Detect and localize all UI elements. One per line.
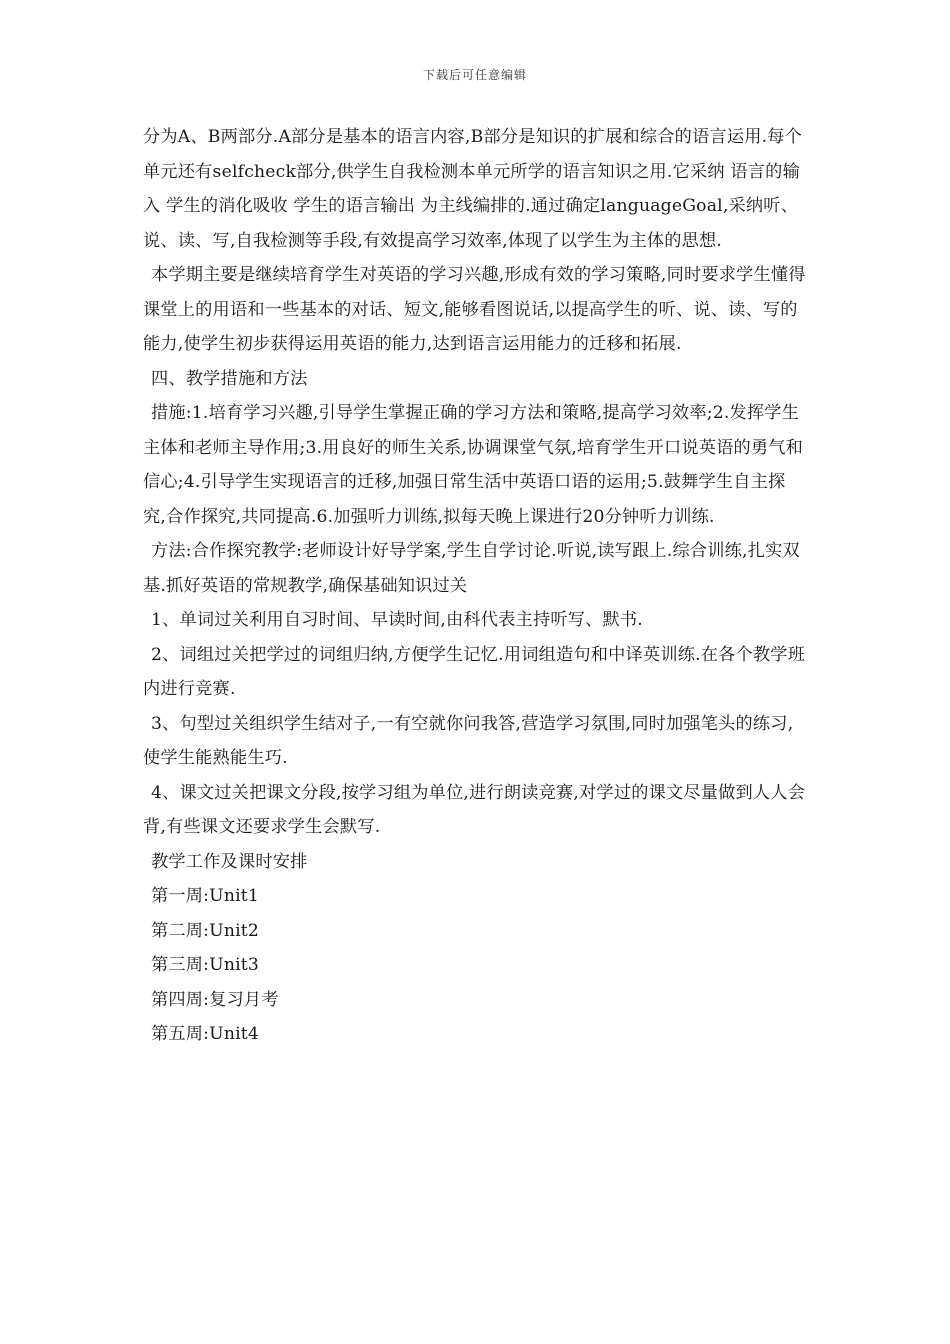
schedule-week-1: 第一周:Unit1 (151, 886, 260, 906)
list-item-sentences: 3、句型过关组织学生结对子,一有空就你问我答,营造学习氛围,同时加强笔头的练习,使学生能熟能生巧. (143, 713, 794, 768)
schedule-week-3: 第三周:Unit3 (151, 955, 260, 975)
schedule-week-4: 第四周:复习月考 (151, 989, 279, 1010)
paragraph-textbook-structure: 分为A、B两部分.A部分是基本的语言内容,B部分是知识的扩展和综合的语言运用.每个单元还有selfcheck部分,供学生自我检测本单元所学的语言知识之用.它采纳 语言的输入 学生的消化吸收 学生的语言输出 为主线编排的.通过确定languageGoal,采纳听、说、读、写,自我检测等手段,有效提高学习效率,体现了以学生为主体的思想. (143, 127, 803, 251)
schedule-week-2: 第二周:Unit2 (151, 920, 260, 941)
document-body (143, 120, 807, 1052)
list-item-vocabulary: 1、单词过关利用自习时间、早读时间,由科代表主持听写、默书. (151, 610, 643, 630)
list-item-phrases: 2、词组过关把学过的词组归纳,方便学生记忆.用词组造句和中译英训练.在各个教学班内进行竞赛. (143, 644, 806, 699)
paragraph-semester-goals: 本学期主要是继续培育学生对英语的学习兴趣,形成有效的学习策略,同时要求学生懂得课堂上的用语和一些基本的对话、短文,能够看图说话,以提高学生的听、说、读、写的能力,使学生初步获得运用英语的能力,达到语言运用能力的迁移和拓展. (143, 265, 806, 354)
section-heading-measures: 四、教学措施和方法 (151, 368, 308, 389)
list-item-texts: 4、课文过关把课文分段,按学习组为单位,进行朗读竞赛,对学过的课文尽量做到人人会背,有些课文还要求学生会默写. (143, 782, 806, 837)
schedule-week-5: 第五周:Unit4 (151, 1024, 260, 1044)
paragraph-measures: 措施:1.培育学习兴趣,引导学生掌握正确的学习方法和策略,提高学习效率;2.发挥学生主体和老师主导作用;3.用良好的师生关系,协调课堂气氛,培育学生开口说英语的勇气和信心;4.引导学生实现语言的迁移,加强日常生活中英语口语的运用;5.鼓舞学生自主探究,合作探究,共同提高.6.加强听力训练,拟每天晚上课进行20分钟听力训练. (143, 403, 804, 527)
paragraph-methods: 方法:合作探究教学:老师设计好导学案,学生自学讨论.听说,读写跟上.综合训练,扎实双基.抓好英语的常规教学,确保基础知识过关 (143, 541, 800, 596)
header-note: 下载后可任意编辑 (422, 68, 527, 82)
section-heading-schedule: 教学工作及课时安排 (151, 851, 308, 872)
